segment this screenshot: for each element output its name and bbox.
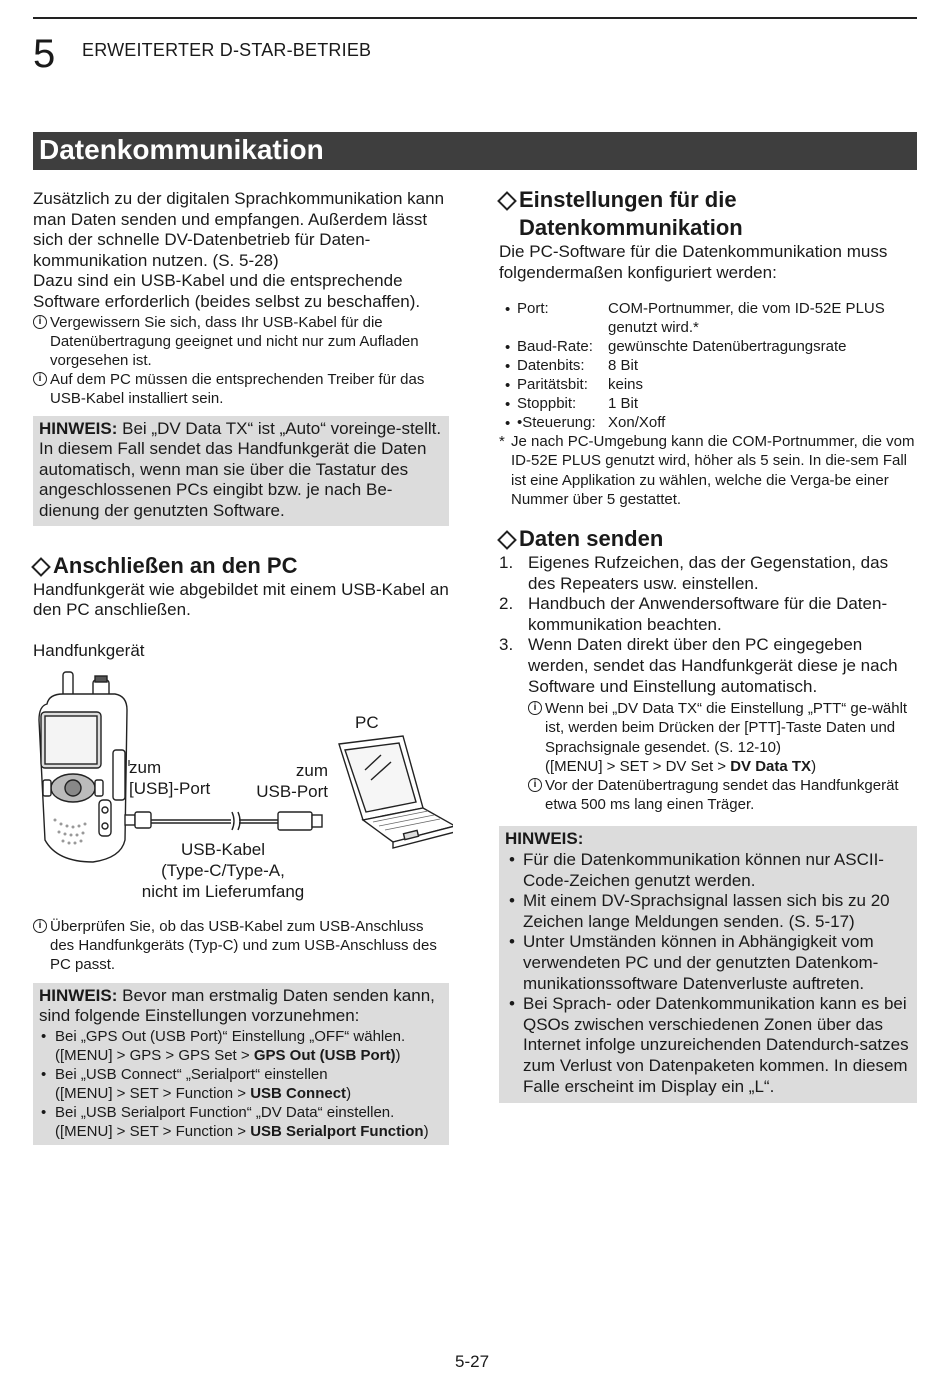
right-column [499,186,917,1103]
pc-label: PC [355,713,379,732]
info-icon: i [33,315,47,329]
list-item: 2. Handbuch der Anwendersoftware für die Daten-kommunikation beachten. [499,594,888,634]
diamond-icon [497,191,517,211]
usb-port-radio-label: zum [USB]-Port [129,758,211,798]
steps-list [499,553,917,814]
section-title: Datenkommunikation [39,134,324,165]
note-ptt: i Wenn bei „DV Data TX“ die Einstellung „PTT“ ge-wählt ist, werden beim Drücken der [PTT]-Taste Daten und Sprachsignale gesendet. (S. 12-10) ([MENU] > SET > DV Set > DV Data TX) [528,699,917,776]
note-text: Vergewissern Sie sich, dass Ihr USB-Kabel für die Datenübertragung geeignet und nicht nur zum Aufladen vorgesehen ist. [50,313,419,369]
intro-paragraph-2: Dazu sind ein USB-Kabel und die entsprechende Software erforderlich (beides selbst zu beschaffen). [33,271,421,311]
list-item: • Unter Umständen können in Abhängigkeit vom verwendeten PC und der genutzten Datenkom-munikationssoftware Datenverluste auftreten. [509,932,879,993]
left-column [33,189,449,621]
list-item: • Bei „USB Serialport Function“ „DV Data“ einstellen. ([MENU] > SET > Function > USB Serialport Function) [41,1103,429,1140]
list-item: • Bei Sprach- oder Datenkommunikation kann es bei QSOs zwischen verschiedenen Zonen über das Internet infolge unzureichenden Datendurch-satzes zum Verlust von Datenpaketen kommen. In diesem Falle erscheint im Display ein „L“. [509,994,909,1096]
section-title-bar [33,132,917,170]
hint-box-notes [499,826,917,1103]
note-check-cable [33,917,449,975]
usb-cable-illustration [125,812,322,830]
heading-connect-pc: Anschließen an den PC [33,552,449,580]
hint-box-settings [33,983,449,1145]
list-item: 3. Wenn Daten direkt über den PC eingegeben werden, sendet das Handfunkgerät diese je nach Software und Einstellung automatisch. i Wenn bei „DV Data TX“ die Einstellung „PTT“ ge-wählt ist, werden beim Drücken der [PTT]-Taste Daten und Sprachsignale gesendet. (S. 12-10) ([MENU] > SET > DV Set > DV Data TX) i Vor der Datenübertragung sendet das Handfunkgerät etwa 500 ms lang einen Träger. [499,635,917,814]
hint-text: Bevor man erstmalig Daten senden kann, sind folgende Einstellungen vorzunehmen: [39,985,435,1026]
radio-illustration [39,672,127,862]
info-icon: i [33,372,47,386]
hint-label: HINWEIS: [39,985,118,1005]
footnote: * Je nach PC-Umgebung kann die COM-Portnummer, die vom ID-52E PLUS genutzt wird, höher als 5 sein. In die-sem Fall ist eine Applikation zu wählen, welche die Verga-be einer Nummer über 5 gestattet. [499,433,915,508]
heading-send-data: Daten senden [499,525,917,553]
table-row: • Datenbits: 8 Bit [505,357,639,376]
note-text: Auf dem PC müssen die entsprechenden Treiber für das USB-Kabel installiert sein. [50,371,425,408]
table-row: • •Steuerung: Xon/Xoff [505,414,666,433]
connection-diagram [33,640,453,910]
page-number: 5-27 [455,1352,490,1371]
pc-illustration [339,736,453,848]
hint-text: Bei „DV Data TX“ ist „Auto“ voreinge-stellt. In diesem Fall sendet das Handfunkgerät die Daten automatisch, wenn man sie über die Tastatur des angeschlossenen PCs eingibt bzw. je nach Be-dienung der genutzten Software. [39,418,442,520]
info-icon: i [528,778,542,792]
usb-cable-label: USB-Kabel (Type-C/Type-A, nicht im Lieferumfang [141,840,305,901]
note-text: Überprüfen Sie, ob das USB-Kabel zum USB-Anschluss des Handfunkgeräts (Typ-C) und zum USB-Anschluss des PC passt. [50,918,437,974]
list-item: • Für die Datenkommunikation können nur ASCII-Code-Zeichen genutzt werden. [509,849,884,890]
connect-text: Handfunkgerät wie abgebildet mit einem USB-Kabel an den PC anschließen. [33,579,449,620]
left-column-lower [33,917,449,1145]
chapter-title: ERWEITERTER D-STAR-BETRIEB [82,40,372,60]
hint-box-dv-data [33,416,449,526]
table-row: • Paritätsbit: keins [505,376,644,395]
diamond-icon [31,557,51,577]
note-driver [33,370,449,408]
list-item: • Bei „USB Connect“ „Serialport“ einstellen ([MENU] > SET > Function > USB Connect) [41,1065,352,1102]
hint-label: HINWEIS: [39,418,118,438]
list-item: 1. Eigenes Rufzeichen, das der Gegenstation, das des Repeaters usw. einstellen. [499,553,889,593]
radio-label: Handfunkgerät [33,641,145,660]
usb-port-pc-label: zum USB-Port [256,761,328,801]
header-rule [33,17,917,19]
intro-paragraph-1: Zusätzlich zu der digitalen Sprachkommunikation kann man Daten senden und empfangen. Außerdem lässt sich der schnelle DV-Datenbetrieb für Daten-kommunikation nutzen. (S. 5-28) [33,189,445,270]
settings-table [503,299,917,432]
heading-settings: Einstellungen für die Datenkommunikation [499,186,917,242]
table-row: • Stoppbit: 1 Bit [505,395,639,414]
list-item: • Bei „GPS Out (USB Port)“ Einstellung „OFF“ wählen. ([MENU] > GPS > GPS Set > GPS Out (USB Port)) [41,1027,406,1064]
note-carrier: i Vor der Datenübertragung sendet das Handfunkgerät etwa 500 ms lang einen Träger. [528,776,917,814]
table-row: • Baud-Rate: gewünschte Datenübertragungsrate [505,338,847,357]
settings-text: Die PC-Software für die Datenkommunikation muss folgendermaßen konfiguriert werden: [499,242,888,282]
table-row: • Port: COM-Portnummer, die vom ID-52E PLUS genutzt wird.* [505,300,885,337]
info-icon: i [528,701,542,715]
list-item: • Mit einem DV-Sprachsignal lassen sich bis zu 20 Zeichen lange Meldungen senden. (S. 5-17) [509,891,890,931]
chapter-number: 5 [33,32,56,76]
diamond-icon [497,530,517,550]
note-usb-cable [33,313,449,371]
info-icon: i [33,919,47,933]
hint-label: HINWEIS: [505,829,584,849]
